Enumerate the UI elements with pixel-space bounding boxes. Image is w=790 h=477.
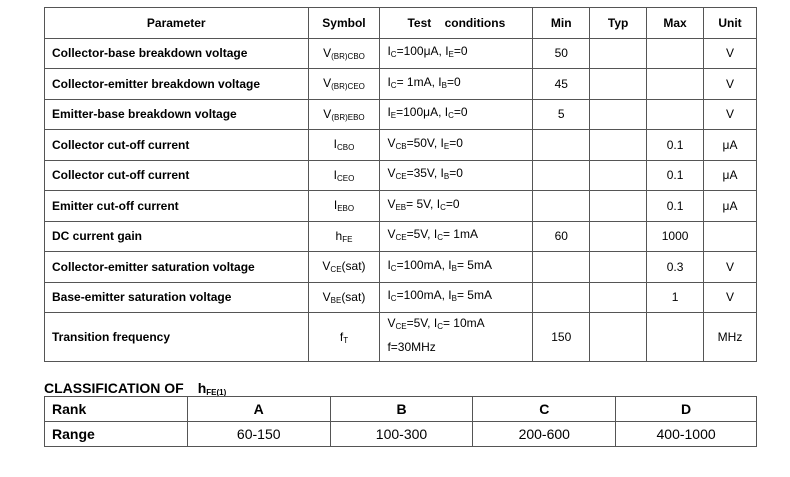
table-row xyxy=(45,130,757,161)
typ-cell xyxy=(590,99,647,130)
condition-value: =5V, xyxy=(406,316,434,330)
condition-subscript: C xyxy=(448,111,454,121)
condition-value: =100μA, xyxy=(396,105,445,120)
parameter-cell: Collector cut-off current xyxy=(45,130,309,161)
typ-cell xyxy=(590,38,647,69)
typ-cell xyxy=(590,282,647,313)
symbol-suffix: (sat) xyxy=(341,289,366,304)
unit-cell: V xyxy=(704,252,757,283)
symbol-cell xyxy=(308,313,380,362)
range-cell: 100-300 xyxy=(330,422,473,447)
condition-line xyxy=(387,224,532,248)
condition-value: =0 xyxy=(445,196,460,211)
condition-var: I xyxy=(448,257,452,272)
min-cell xyxy=(533,252,590,283)
header-parameter: Parameter xyxy=(45,8,309,39)
condition-value: = 5mA xyxy=(456,257,492,272)
typ-cell xyxy=(590,313,647,362)
symbol-subscript: CEO xyxy=(336,173,355,183)
condition-var: I xyxy=(440,135,444,150)
parameter-cell: Base-emitter saturation voltage xyxy=(45,282,309,313)
parameter-cell: Transition frequency xyxy=(45,313,309,362)
header-symbol: Symbol xyxy=(308,8,380,39)
condition-value: =100mA, xyxy=(396,288,449,303)
parameter-cell: Collector-emitter breakdown voltage xyxy=(45,69,309,100)
table-row xyxy=(45,282,757,313)
condition-var: V xyxy=(387,166,396,181)
rank-cell: B xyxy=(330,397,473,422)
typ-cell xyxy=(590,69,647,100)
symbol-subscript: T xyxy=(343,335,349,345)
condition-subscript: C xyxy=(390,294,397,304)
parameter-cell: Collector-base breakdown voltage xyxy=(45,38,309,69)
condition-line xyxy=(387,194,532,218)
typ-cell xyxy=(590,191,647,222)
condition-subscript: B xyxy=(451,263,457,273)
condition-subscript: CB xyxy=(395,141,407,151)
condition-line xyxy=(387,102,532,126)
min-cell xyxy=(533,191,590,222)
condition-value: = 1mA, xyxy=(396,74,439,89)
condition-value: =0 xyxy=(453,44,468,59)
symbol-cell xyxy=(308,130,380,161)
symbol-cell xyxy=(308,282,380,313)
header-max: Max xyxy=(647,8,704,39)
condition-var: V xyxy=(387,135,396,150)
range-label: Range xyxy=(45,422,188,447)
condition-value: = 10mA xyxy=(442,316,485,330)
condition-value: =100mA, xyxy=(396,257,449,272)
symbol-base: f xyxy=(339,329,344,344)
range-cell: 400-1000 xyxy=(616,422,757,447)
table-row xyxy=(45,191,757,222)
symbol-base: V xyxy=(323,45,332,60)
condition-value: =0 xyxy=(446,74,461,89)
max-cell: 0.1 xyxy=(647,130,704,161)
condition-value: =100μA, xyxy=(396,44,446,59)
max-cell xyxy=(647,313,704,362)
condition-subscript: C xyxy=(440,202,446,212)
condition-line xyxy=(387,41,532,65)
max-cell xyxy=(647,99,704,130)
symbol-cell xyxy=(308,191,380,222)
unit-cell: μA xyxy=(704,191,757,222)
condition-var: I xyxy=(433,227,438,242)
condition-var: I xyxy=(387,44,391,59)
unit-cell xyxy=(704,221,757,252)
symbol-cell xyxy=(308,69,380,100)
condition-line xyxy=(387,163,532,187)
table-row xyxy=(45,69,757,100)
test-conditions-cell xyxy=(380,130,533,161)
table-row xyxy=(45,99,757,130)
min-cell: 45 xyxy=(533,69,590,100)
condition-var: I xyxy=(436,196,441,211)
condition-subscript: C xyxy=(437,322,443,331)
symbol-base: h xyxy=(335,228,343,243)
condition-value: =50V, xyxy=(406,135,441,150)
unit-cell: V xyxy=(704,99,757,130)
rank-label: Rank xyxy=(45,397,188,422)
symbol-subscript: BE xyxy=(330,295,342,305)
max-cell: 0.1 xyxy=(647,191,704,222)
symbol-base: V xyxy=(322,259,331,274)
condition-line xyxy=(387,337,532,361)
condition-var: I xyxy=(444,105,449,120)
header-typ: Typ xyxy=(590,8,647,39)
classification-title-text: CLASSIFICATION OF xyxy=(44,380,184,396)
table-row xyxy=(45,221,757,252)
symbol-cell xyxy=(308,221,380,252)
min-cell: 5 xyxy=(533,99,590,130)
condition-value: =5V, xyxy=(406,227,434,242)
rank-cell: A xyxy=(187,397,330,422)
hfe-subscript: FE(1) xyxy=(206,388,227,397)
test-conditions-cell xyxy=(380,221,533,252)
condition-subscript: CE xyxy=(395,172,407,182)
condition-var: V xyxy=(387,196,396,211)
header-min: Min xyxy=(533,8,590,39)
condition-subscript: B xyxy=(443,172,450,182)
symbol-cell xyxy=(308,160,380,191)
condition-value: =0 xyxy=(453,105,468,120)
condition-value: = 5V, xyxy=(406,196,437,211)
symbol-base: I xyxy=(333,198,338,213)
unit-cell: V xyxy=(704,69,757,100)
table-row xyxy=(45,313,757,362)
condition-value: = 1mA xyxy=(442,227,478,242)
parameter-cell: Collector-emitter saturation voltage xyxy=(45,252,309,283)
unit-cell: V xyxy=(704,38,757,69)
parameter-cell: Collector cut-off current xyxy=(45,160,309,191)
min-cell xyxy=(533,282,590,313)
header-unit: Unit xyxy=(704,8,757,39)
spec-table-body xyxy=(45,38,757,362)
symbol-cell xyxy=(308,252,380,283)
typ-cell xyxy=(590,130,647,161)
range-cell: 200-600 xyxy=(473,422,616,447)
max-cell: 1000 xyxy=(647,221,704,252)
min-cell: 50 xyxy=(533,38,590,69)
condition-var: V xyxy=(387,227,396,242)
rank-row xyxy=(45,397,757,422)
condition-value: =0 xyxy=(449,135,463,150)
test-conditions-cell xyxy=(380,99,533,130)
symbol-suffix: (sat) xyxy=(341,259,366,274)
symbol-subscript: CE xyxy=(330,265,342,275)
symbol-cell xyxy=(308,38,380,69)
range-cell: 60-150 xyxy=(187,422,330,447)
condition-var: f=30MHz xyxy=(387,340,436,354)
condition-subscript: CE xyxy=(395,322,407,331)
test-conditions-cell xyxy=(380,252,533,283)
max-cell: 0.3 xyxy=(647,252,704,283)
typ-cell xyxy=(590,252,647,283)
symbol-subscript: (BR)CEO xyxy=(331,82,365,92)
symbol-base: I xyxy=(333,167,337,182)
condition-var: I xyxy=(438,74,442,89)
test-conditions-cell xyxy=(380,313,533,362)
symbol-base: V xyxy=(323,76,332,91)
unit-cell: MHz xyxy=(704,313,757,362)
condition-var: I xyxy=(433,316,438,330)
symbol-base: I xyxy=(333,137,337,152)
test-conditions-cell xyxy=(380,69,533,100)
condition-var: I xyxy=(445,44,449,59)
min-cell xyxy=(533,160,590,191)
condition-var: I xyxy=(448,288,452,303)
max-cell: 0.1 xyxy=(647,160,704,191)
classification-hfe-symbol xyxy=(198,380,227,396)
rank-cell: C xyxy=(473,397,616,422)
condition-subscript: E xyxy=(443,141,450,151)
condition-var: I xyxy=(387,257,391,272)
table-row xyxy=(45,252,757,283)
condition-subscript: B xyxy=(451,294,457,304)
condition-subscript: EB xyxy=(395,202,407,212)
unit-cell: μA xyxy=(704,160,757,191)
condition-var: I xyxy=(387,105,391,120)
symbol-cell xyxy=(308,99,380,130)
max-cell: 1 xyxy=(647,282,704,313)
parameter-cell: DC current gain xyxy=(45,221,309,252)
rank-cell: D xyxy=(616,397,757,422)
test-conditions-cell xyxy=(380,282,533,313)
condition-line xyxy=(387,72,532,96)
condition-subscript: B xyxy=(441,80,447,90)
test-conditions-cell xyxy=(380,160,533,191)
condition-subscript: CE xyxy=(395,233,407,243)
range-row xyxy=(45,422,757,447)
condition-var: V xyxy=(387,316,396,330)
symbol-subscript: FE xyxy=(342,234,353,244)
table-header-row xyxy=(45,8,757,39)
hfe-letter: h xyxy=(197,380,207,396)
condition-var: I xyxy=(440,166,444,181)
condition-line xyxy=(387,255,532,279)
parameter-cell: Emitter-base breakdown voltage xyxy=(45,99,309,130)
condition-value: = 5mA xyxy=(456,288,492,303)
classification-title xyxy=(44,380,226,397)
condition-subscript: E xyxy=(448,50,454,60)
symbol-subscript: (BR)EBO xyxy=(331,112,365,122)
condition-subscript: C xyxy=(390,80,397,90)
symbol-subscript: (BR)CBO xyxy=(331,51,365,61)
condition-var: I xyxy=(387,288,391,303)
condition-var: I xyxy=(387,74,391,89)
table-row xyxy=(45,38,757,69)
condition-subscript: C xyxy=(390,50,397,60)
unit-cell: V xyxy=(704,282,757,313)
header-test-conditions: Test conditions xyxy=(380,8,533,39)
min-cell: 150 xyxy=(533,313,590,362)
condition-line xyxy=(387,285,532,309)
symbol-subscript: CBO xyxy=(336,143,355,153)
symbol-subscript: EBO xyxy=(337,204,355,214)
max-cell xyxy=(647,38,704,69)
typ-cell xyxy=(590,160,647,191)
test-conditions-cell xyxy=(380,38,533,69)
unit-cell: μA xyxy=(704,130,757,161)
test-conditions-cell xyxy=(380,191,533,222)
symbol-base: V xyxy=(323,106,332,121)
symbol-base: V xyxy=(322,289,331,304)
parameter-cell: Emitter cut-off current xyxy=(45,191,309,222)
condition-subscript: C xyxy=(437,233,443,243)
table-row xyxy=(45,160,757,191)
min-cell: 60 xyxy=(533,221,590,252)
condition-subscript: E xyxy=(390,111,397,121)
classification-table xyxy=(44,396,757,447)
max-cell xyxy=(647,69,704,100)
min-cell xyxy=(533,130,590,161)
electrical-characteristics-table xyxy=(44,7,757,362)
typ-cell xyxy=(590,221,647,252)
condition-line xyxy=(387,313,532,337)
condition-line xyxy=(387,133,532,157)
condition-subscript: C xyxy=(390,263,397,273)
condition-value: =35V, xyxy=(406,166,441,181)
condition-value: =0 xyxy=(449,166,463,181)
